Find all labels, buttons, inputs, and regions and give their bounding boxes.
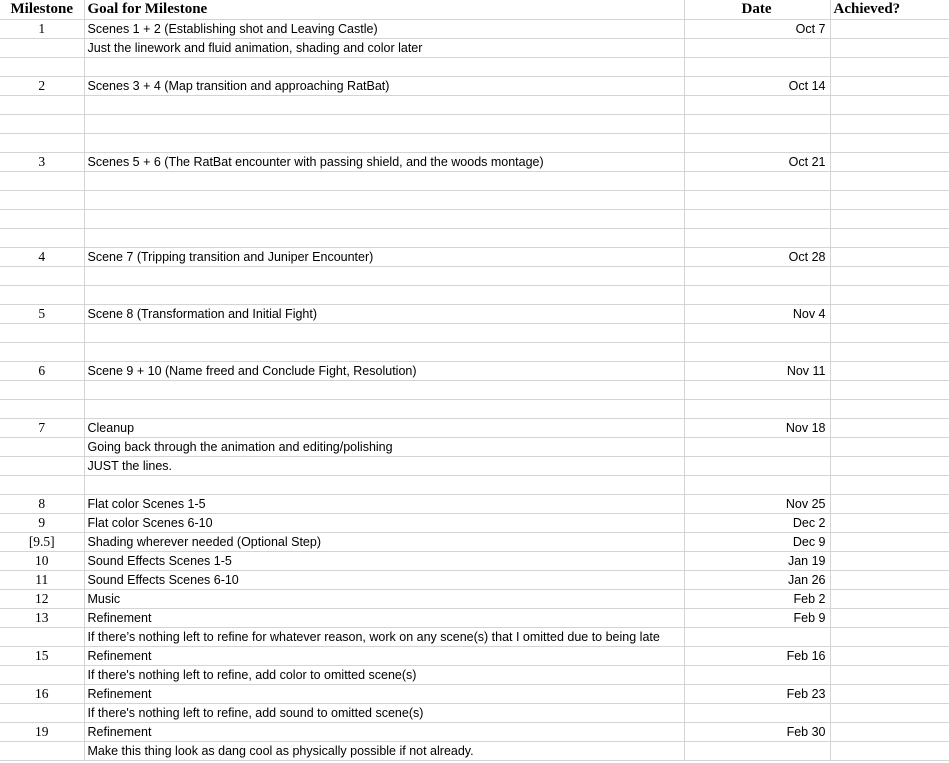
header-achieved[interactable]: Achieved?	[830, 0, 949, 20]
achieved-cell[interactable]	[830, 495, 949, 514]
date-cell[interactable]: Nov 18	[684, 419, 830, 438]
achieved-cell[interactable]	[830, 39, 949, 58]
milestone-cell[interactable]: 15	[0, 647, 84, 666]
table-row	[0, 457, 949, 476]
milestone-cell[interactable]	[0, 628, 84, 647]
header-goal[interactable]: Goal for Milestone	[84, 0, 684, 20]
milestone-cell[interactable]	[0, 96, 84, 115]
achieved-cell[interactable]	[830, 153, 949, 172]
milestone-cell[interactable]: 10	[0, 552, 84, 571]
goal-cell[interactable]: Cleanup	[84, 419, 684, 438]
achieved-cell[interactable]	[830, 305, 949, 324]
goal-cell[interactable]	[84, 267, 684, 286]
table-row	[0, 514, 949, 533]
date-cell[interactable]: Jan 26	[684, 571, 830, 590]
table-row	[0, 723, 949, 742]
date-cell[interactable]	[684, 172, 830, 191]
goal-cell[interactable]	[84, 58, 684, 77]
table-row	[0, 742, 949, 761]
milestone-cell[interactable]: 19	[0, 723, 84, 742]
achieved-cell[interactable]	[830, 723, 949, 742]
date-cell[interactable]: Feb 16	[684, 647, 830, 666]
date-cell[interactable]: Nov 11	[684, 362, 830, 381]
table-row	[0, 153, 949, 172]
achieved-cell[interactable]	[830, 419, 949, 438]
date-cell[interactable]: Nov 4	[684, 305, 830, 324]
milestone-cell[interactable]: 9	[0, 514, 84, 533]
date-cell[interactable]: Oct 21	[684, 153, 830, 172]
milestone-cell[interactable]	[0, 742, 84, 761]
milestone-cell[interactable]	[0, 438, 84, 457]
achieved-cell[interactable]	[830, 362, 949, 381]
date-cell[interactable]	[684, 476, 830, 495]
table-row	[0, 210, 949, 229]
date-cell[interactable]	[684, 666, 830, 685]
goal-cell[interactable]: Scenes 5 + 6 (The RatBat encounter with passing shield, and the woods montage)	[84, 153, 684, 172]
milestone-cell[interactable]	[0, 704, 84, 723]
achieved-cell[interactable]	[830, 286, 949, 305]
goal-cell[interactable]	[84, 229, 684, 248]
milestone-cell[interactable]	[0, 210, 84, 229]
date-cell[interactable]	[684, 115, 830, 134]
goal-cell[interactable]: If there’s nothing left to refine for whatever reason, work on any scene(s) that I omitted due to being late	[84, 628, 684, 647]
achieved-cell[interactable]	[830, 115, 949, 134]
date-cell[interactable]: Feb 2	[684, 590, 830, 609]
milestone-cell[interactable]	[0, 191, 84, 210]
achieved-cell[interactable]	[830, 533, 949, 552]
table-row	[0, 571, 949, 590]
goal-cell[interactable]	[84, 96, 684, 115]
table-row	[0, 476, 949, 495]
goal-cell[interactable]: Sound Effects Scenes 1-5	[84, 552, 684, 571]
milestone-cell[interactable]	[0, 381, 84, 400]
date-cell[interactable]	[684, 229, 830, 248]
goal-cell[interactable]: Music	[84, 590, 684, 609]
table-row	[0, 305, 949, 324]
milestone-cell[interactable]: 12	[0, 590, 84, 609]
goal-cell[interactable]: Sound Effects Scenes 6-10	[84, 571, 684, 590]
header-milestone[interactable]: Milestone	[0, 0, 84, 20]
milestone-cell[interactable]: 4	[0, 248, 84, 267]
achieved-cell[interactable]	[830, 552, 949, 571]
date-cell[interactable]: Oct 7	[684, 20, 830, 39]
header-date[interactable]: Date	[684, 0, 830, 20]
milestone-cell[interactable]	[0, 476, 84, 495]
milestone-cell[interactable]: 3	[0, 153, 84, 172]
date-cell[interactable]	[684, 39, 830, 58]
milestone-cell[interactable]	[0, 134, 84, 153]
milestone-cell[interactable]	[0, 286, 84, 305]
achieved-cell[interactable]	[830, 343, 949, 362]
goal-cell[interactable]	[84, 324, 684, 343]
table-row	[0, 704, 949, 723]
date-cell[interactable]	[684, 704, 830, 723]
date-cell[interactable]: Nov 25	[684, 495, 830, 514]
goal-cell[interactable]	[84, 210, 684, 229]
date-cell[interactable]	[684, 286, 830, 305]
achieved-cell[interactable]	[830, 647, 949, 666]
date-cell[interactable]: Feb 23	[684, 685, 830, 704]
achieved-cell[interactable]	[830, 438, 949, 457]
table-row	[0, 685, 949, 704]
milestone-cell[interactable]	[0, 457, 84, 476]
achieved-cell[interactable]	[830, 77, 949, 96]
date-cell[interactable]	[684, 324, 830, 343]
achieved-cell[interactable]	[830, 514, 949, 533]
goal-cell[interactable]	[84, 191, 684, 210]
table-row	[0, 248, 949, 267]
milestone-cell[interactable]	[0, 39, 84, 58]
goal-cell[interactable]	[84, 134, 684, 153]
goal-cell[interactable]: Scene 8 (Transformation and Initial Fight)	[84, 305, 684, 324]
date-cell[interactable]	[684, 267, 830, 286]
milestone-cell[interactable]	[0, 115, 84, 134]
milestone-cell[interactable]: 1	[0, 20, 84, 39]
table-row	[0, 609, 949, 628]
table-row	[0, 134, 949, 153]
date-cell[interactable]	[684, 400, 830, 419]
achieved-cell[interactable]	[830, 457, 949, 476]
achieved-cell[interactable]	[830, 590, 949, 609]
date-cell[interactable]	[684, 58, 830, 77]
table-row	[0, 191, 949, 210]
milestone-cell[interactable]	[0, 229, 84, 248]
achieved-cell[interactable]	[830, 381, 949, 400]
date-cell[interactable]	[684, 210, 830, 229]
goal-cell[interactable]: Refinement	[84, 647, 684, 666]
date-cell[interactable]	[684, 742, 830, 761]
milestone-cell[interactable]: 13	[0, 609, 84, 628]
achieved-cell[interactable]	[830, 96, 949, 115]
goal-cell[interactable]: Refinement	[84, 723, 684, 742]
achieved-cell[interactable]	[830, 324, 949, 343]
date-cell[interactable]	[684, 134, 830, 153]
goal-cell[interactable]	[84, 400, 684, 419]
goal-cell[interactable]: Scenes 1 + 2 (Establishing shot and Leaving Castle)	[84, 20, 684, 39]
goal-cell[interactable]: Just the linework and fluid animation, shading and color later	[84, 39, 684, 58]
milestone-cell[interactable]	[0, 267, 84, 286]
table-row	[0, 666, 949, 685]
achieved-cell[interactable]	[830, 20, 949, 39]
milestone-cell[interactable]: 2	[0, 77, 84, 96]
milestone-cell[interactable]	[0, 343, 84, 362]
achieved-cell[interactable]	[830, 248, 949, 267]
milestone-cell[interactable]: 6	[0, 362, 84, 381]
achieved-cell[interactable]	[830, 742, 949, 761]
goal-cell[interactable]: If there's nothing left to refine, add sound to omitted scene(s)	[84, 704, 684, 723]
table-row	[0, 20, 949, 39]
date-cell[interactable]	[684, 628, 830, 647]
achieved-cell[interactable]	[830, 210, 949, 229]
goal-cell[interactable]: Going back through the animation and editing/polishing	[84, 438, 684, 457]
achieved-cell[interactable]	[830, 628, 949, 647]
table-row	[0, 647, 949, 666]
achieved-cell[interactable]	[830, 685, 949, 704]
date-cell[interactable]: Dec 2	[684, 514, 830, 533]
table-row	[0, 381, 949, 400]
goal-cell[interactable]	[84, 286, 684, 305]
table-row	[0, 400, 949, 419]
goal-cell[interactable]: Scene 9 + 10 (Name freed and Conclude Fight, Resolution)	[84, 362, 684, 381]
table-row	[0, 229, 949, 248]
table-row	[0, 590, 949, 609]
milestone-cell[interactable]	[0, 400, 84, 419]
date-cell[interactable]: Feb 30	[684, 723, 830, 742]
goal-cell[interactable]: Make this thing look as dang cool as physically possible if not already.	[84, 742, 684, 761]
table-row	[0, 419, 949, 438]
milestone-cell[interactable]: 8	[0, 495, 84, 514]
milestone-cell[interactable]	[0, 324, 84, 343]
table-row	[0, 495, 949, 514]
milestone-cell[interactable]	[0, 58, 84, 77]
table-row	[0, 286, 949, 305]
date-cell[interactable]: Oct 14	[684, 77, 830, 96]
table-row	[0, 552, 949, 571]
achieved-cell[interactable]	[830, 571, 949, 590]
date-cell[interactable]	[684, 438, 830, 457]
header-row	[0, 0, 949, 20]
goal-cell[interactable]	[84, 343, 684, 362]
milestone-cell[interactable]: 11	[0, 571, 84, 590]
milestone-cell[interactable]: 5	[0, 305, 84, 324]
goal-cell[interactable]: If there's nothing left to refine, add color to omitted scene(s)	[84, 666, 684, 685]
achieved-cell[interactable]	[830, 229, 949, 248]
date-cell[interactable]	[684, 191, 830, 210]
goal-cell[interactable]: Flat color Scenes 6-10	[84, 514, 684, 533]
date-cell[interactable]	[684, 96, 830, 115]
table-row	[0, 267, 949, 286]
achieved-cell[interactable]	[830, 134, 949, 153]
milestone-cell[interactable]	[0, 666, 84, 685]
achieved-cell[interactable]	[830, 704, 949, 723]
table-row	[0, 77, 949, 96]
achieved-cell[interactable]	[830, 666, 949, 685]
goal-cell[interactable]: Refinement	[84, 609, 684, 628]
table-row	[0, 438, 949, 457]
goal-cell[interactable]: Refinement	[84, 685, 684, 704]
table-row	[0, 628, 949, 647]
date-cell[interactable]: Oct 28	[684, 248, 830, 267]
table-row	[0, 115, 949, 134]
goal-cell[interactable]	[84, 381, 684, 400]
table-row	[0, 533, 949, 552]
table-row	[0, 172, 949, 191]
table-row	[0, 96, 949, 115]
achieved-cell[interactable]	[830, 609, 949, 628]
date-cell[interactable]	[684, 457, 830, 476]
date-cell[interactable]: Jan 19	[684, 552, 830, 571]
milestone-cell[interactable]: [9.5]	[0, 533, 84, 552]
table-row	[0, 39, 949, 58]
table-row	[0, 343, 949, 362]
goal-cell[interactable]	[84, 172, 684, 191]
goal-cell[interactable]: Shading wherever needed (Optional Step)	[84, 533, 684, 552]
achieved-cell[interactable]	[830, 172, 949, 191]
achieved-cell[interactable]	[830, 476, 949, 495]
milestone-cell[interactable]: 7	[0, 419, 84, 438]
achieved-cell[interactable]	[830, 191, 949, 210]
table-row	[0, 362, 949, 381]
date-cell[interactable]: Dec 9	[684, 533, 830, 552]
milestone-cell[interactable]	[0, 172, 84, 191]
goal-cell[interactable]: JUST the lines.	[84, 457, 684, 476]
date-cell[interactable]: Feb 9	[684, 609, 830, 628]
goal-cell[interactable]	[84, 476, 684, 495]
achieved-cell[interactable]	[830, 400, 949, 419]
goal-cell[interactable]: Scene 7 (Tripping transition and Juniper Encounter)	[84, 248, 684, 267]
achieved-cell[interactable]	[830, 267, 949, 286]
table-row	[0, 58, 949, 77]
achieved-cell[interactable]	[830, 58, 949, 77]
milestone-cell[interactable]: 16	[0, 685, 84, 704]
goal-cell[interactable]: Flat color Scenes 1-5	[84, 495, 684, 514]
date-cell[interactable]	[684, 343, 830, 362]
goal-cell[interactable]: Scenes 3 + 4 (Map transition and approaching RatBat)	[84, 77, 684, 96]
goal-cell[interactable]	[84, 115, 684, 134]
date-cell[interactable]	[684, 381, 830, 400]
table-row	[0, 324, 949, 343]
